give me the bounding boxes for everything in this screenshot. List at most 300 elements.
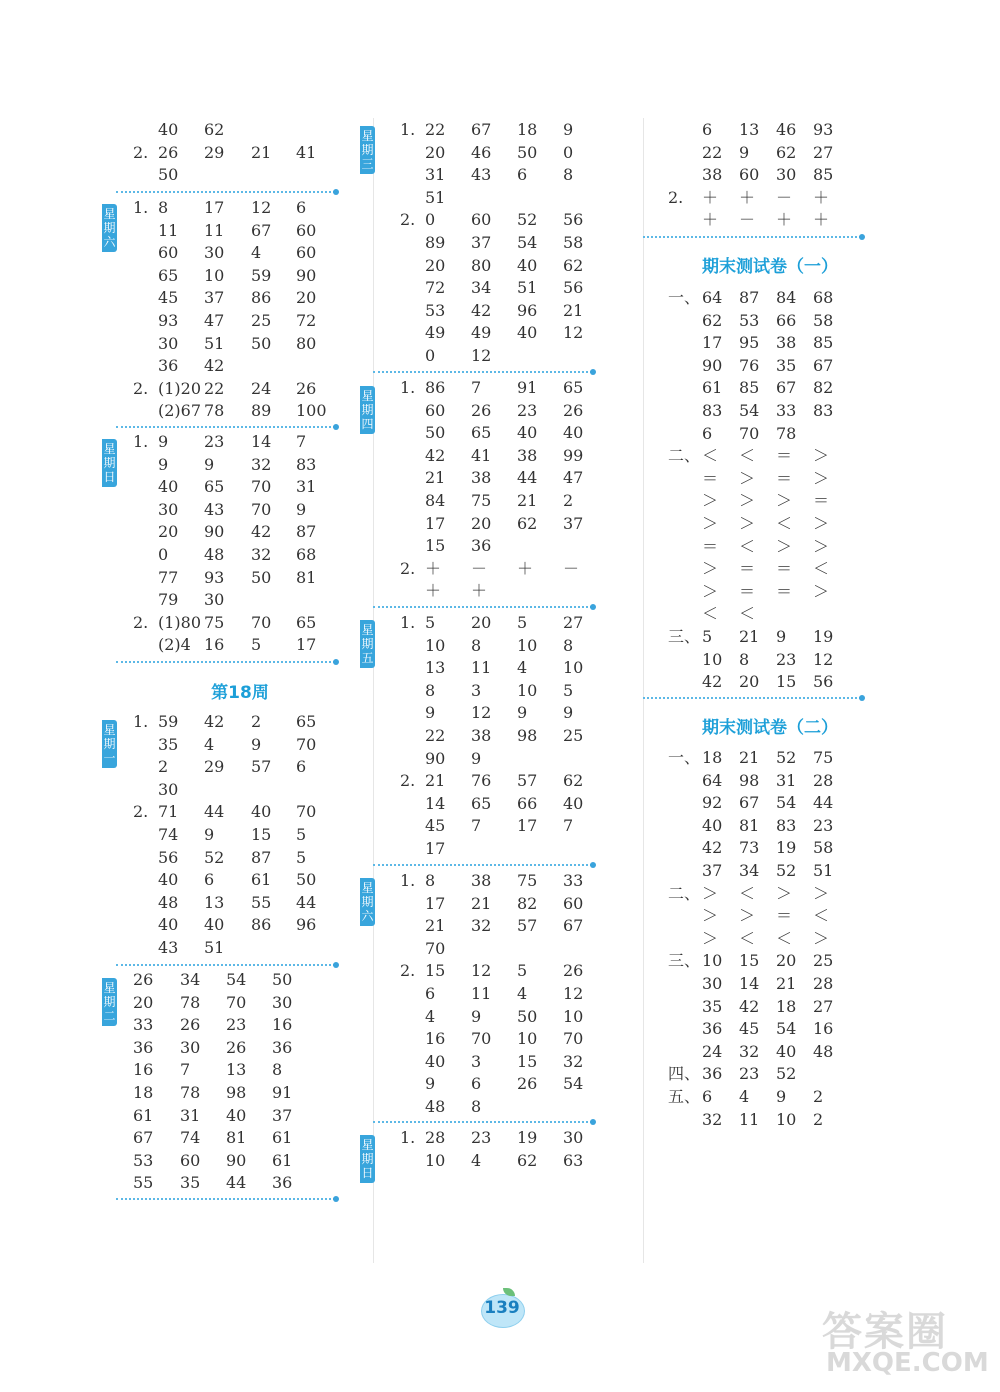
- answer-cell: 26: [226, 1037, 247, 1057]
- answer-cell: 70: [296, 734, 317, 754]
- answer-cell: 4: [739, 1087, 750, 1106]
- answer-cell: 79: [158, 590, 179, 610]
- answer-cell: 38: [471, 871, 492, 890]
- answer-cell: 11: [471, 658, 492, 678]
- separator: [373, 864, 592, 866]
- answer-cell: 38: [776, 333, 797, 353]
- answer-cell: 15: [425, 536, 446, 556]
- answer-cell: 40: [158, 120, 179, 139]
- answer-cell: 17: [204, 198, 225, 217]
- answer-cell: 1.: [400, 1128, 416, 1147]
- answer-cell: 59: [158, 712, 179, 731]
- answer-cell: 2: [251, 712, 262, 731]
- answer-cell: 36: [272, 1173, 293, 1193]
- answer-cell: 67: [739, 793, 760, 813]
- answer-cell: 34: [739, 861, 760, 880]
- answer-cell: 25: [813, 951, 834, 971]
- answer-cell: ＞: [776, 536, 793, 556]
- answer-cell: 22: [204, 378, 225, 398]
- answer-cell: 35: [702, 996, 723, 1016]
- answer-cell: 15: [517, 1051, 538, 1071]
- answer-cell: 30: [702, 974, 723, 993]
- answer-cell: 90: [425, 748, 446, 768]
- answer-cell: 四、: [668, 1064, 701, 1084]
- answer-cell: 0: [158, 545, 169, 564]
- answer-cell: 21: [739, 627, 760, 646]
- answer-cell: 21: [739, 748, 760, 767]
- answer-cell: 1.: [133, 432, 149, 451]
- answer-cell: 23: [813, 815, 834, 835]
- answer-cell: 75: [204, 612, 225, 632]
- answer-cell: 53: [739, 310, 760, 330]
- answer-cell: 75: [517, 871, 538, 890]
- answer-cell: 10: [425, 635, 446, 655]
- answer-cell: 0: [563, 142, 574, 162]
- answer-cell: 52: [517, 210, 538, 230]
- answer-cell: 23: [226, 1015, 247, 1035]
- answer-cell: 65: [158, 265, 179, 285]
- separator: [116, 964, 335, 966]
- page-number: 139: [484, 1298, 520, 1318]
- answer-cell: 24: [251, 378, 272, 398]
- answer-cell: 43: [204, 499, 225, 519]
- answer-cell: ＋: [702, 210, 719, 230]
- answer-cell: 11: [158, 220, 179, 240]
- answer-cell: 72: [425, 278, 446, 298]
- answer-cell: 40: [563, 793, 584, 813]
- answer-cell: ＝: [702, 536, 719, 556]
- answer-cell: 9: [204, 825, 215, 844]
- answer-cell: 10: [425, 1150, 446, 1170]
- answer-cell: 10: [517, 1029, 538, 1049]
- answer-cell: 90: [296, 265, 317, 285]
- column-divider-2: [643, 118, 644, 1263]
- answer-cell: 4: [471, 1150, 482, 1170]
- final-exam-2-heading: 期末测试卷（二）: [702, 718, 838, 738]
- answer-cell: 50: [251, 333, 272, 353]
- answer-cell: 57: [517, 771, 538, 791]
- answer-cell: ＋: [425, 558, 442, 578]
- answer-cell: 18: [776, 996, 797, 1016]
- answer-cell: －: [776, 187, 793, 207]
- answer-cell: 12: [251, 198, 272, 217]
- answer-cell: 96: [517, 300, 538, 320]
- answer-cell: 22: [425, 726, 446, 745]
- answer-cell: 42: [425, 445, 446, 465]
- answer-cell: 20: [471, 513, 492, 533]
- answer-cell: 56: [158, 847, 179, 867]
- answer-cell: 34: [180, 970, 201, 989]
- answer-cell: 26: [180, 1015, 201, 1035]
- answer-cell: ＜: [739, 446, 756, 466]
- answer-cell: 60: [425, 400, 446, 420]
- answer-cell: 30: [180, 1037, 201, 1057]
- answer-cell: 50: [517, 142, 538, 162]
- separator: [116, 1198, 335, 1200]
- answer-cell: 23: [204, 432, 225, 451]
- answer-cell: 5: [517, 961, 528, 981]
- answer-cell: 49: [425, 323, 446, 343]
- answer-cell: 36: [702, 1064, 723, 1084]
- answer-cell: 93: [813, 120, 834, 139]
- answer-cell: 8: [563, 635, 574, 655]
- answer-cell: ＞: [813, 883, 830, 903]
- answer-cell: 55: [133, 1173, 154, 1193]
- answer-cell: 65: [471, 423, 492, 443]
- final-exam-1-heading: 期末测试卷（一）: [702, 257, 838, 277]
- answer-cell: 65: [471, 793, 492, 813]
- answer-cell: ＝: [813, 491, 830, 511]
- answer-cell: 42: [739, 996, 760, 1016]
- answer-cell: 30: [204, 243, 225, 263]
- answer-cell: 33: [776, 401, 797, 420]
- answer-cell: 2.: [133, 802, 149, 822]
- answer-cell: 61: [702, 378, 723, 398]
- answer-cell: 36: [133, 1037, 154, 1057]
- answer-cell: 84: [776, 288, 797, 307]
- answer-cell: 9: [251, 734, 262, 754]
- answer-cell: 15: [251, 825, 272, 844]
- answer-cell: 16: [204, 635, 225, 655]
- answer-cell: 80: [471, 255, 492, 275]
- answer-cell: 30: [776, 165, 797, 185]
- answer-cell: 5: [563, 680, 574, 700]
- answer-cell: 48: [813, 1041, 834, 1061]
- answer-cell: 9: [776, 1087, 787, 1106]
- answer-cell: 70: [251, 612, 272, 632]
- answer-cell: ＝: [776, 906, 793, 926]
- answer-cell: 29: [204, 142, 225, 162]
- answer-cell: 8: [425, 680, 436, 700]
- answer-cell: ＞: [702, 906, 719, 926]
- answer-cell: 65: [563, 378, 584, 397]
- answer-cell: 17: [425, 893, 446, 913]
- answer-cell: 32: [251, 454, 272, 474]
- answer-cell: 26: [296, 378, 317, 398]
- answer-cell: 65: [204, 477, 225, 497]
- answer-cell: 30: [272, 992, 293, 1012]
- answer-cell: 78: [776, 423, 797, 443]
- answer-cell: 67: [251, 220, 272, 240]
- answer-cell: 74: [180, 1128, 201, 1148]
- answer-cell: 40: [517, 423, 538, 443]
- answer-cell: 43: [471, 165, 492, 185]
- answer-cell: 6: [517, 165, 528, 185]
- answer-cell: 25: [563, 726, 584, 745]
- answer-cell: 26: [563, 961, 584, 981]
- answer-cell: ＋: [702, 187, 719, 207]
- answer-cell: 62: [776, 142, 797, 162]
- answer-cell: 9: [158, 432, 169, 451]
- answer-cell: 83: [776, 815, 797, 835]
- answer-cell: 37: [471, 233, 492, 252]
- answer-cell: 27: [813, 996, 834, 1016]
- answer-cell: 11: [739, 1109, 760, 1129]
- answer-cell: 6: [702, 120, 713, 139]
- answer-cell: 30: [563, 1128, 584, 1147]
- answer-cell: 44: [517, 468, 538, 488]
- answer-cell: 28: [813, 770, 834, 790]
- answer-cell: 17: [425, 839, 446, 858]
- answer-cell: ＞: [776, 883, 793, 903]
- answer-cell: 58: [813, 310, 834, 330]
- answer-cell: 62: [563, 771, 584, 791]
- answer-cell: 7: [296, 432, 307, 451]
- answer-cell: 20: [425, 142, 446, 162]
- answer-cell: 46: [776, 120, 797, 139]
- answer-cell: 86: [251, 288, 272, 308]
- answer-cell: ＞: [813, 928, 830, 948]
- answer-cell: 4: [425, 1006, 436, 1026]
- answer-cell: 12: [813, 649, 834, 669]
- answer-cell: 54: [776, 793, 797, 813]
- answer-cell: 41: [471, 445, 492, 465]
- answer-cell: 31: [296, 477, 317, 497]
- answer-cell: 45: [425, 816, 446, 836]
- answer-cell: 11: [471, 984, 492, 1003]
- answer-cell: 40: [226, 1105, 247, 1125]
- separator: [373, 606, 592, 608]
- weekday-tab-wednesday: 星 期 三: [360, 126, 375, 174]
- answer-cell: ＋: [813, 210, 830, 230]
- answer-cell: ＝: [776, 581, 793, 601]
- answer-cell: 61: [272, 1128, 293, 1148]
- answer-cell: 54: [226, 970, 247, 989]
- answer-cell: 63: [563, 1150, 584, 1170]
- answer-cell: 80: [296, 333, 317, 353]
- answer-cell: 48: [204, 545, 225, 564]
- answer-cell: 6: [296, 757, 307, 777]
- answer-cell: (1)80: [158, 612, 202, 632]
- answer-cell: 46: [471, 142, 492, 162]
- answer-cell: 68: [813, 288, 834, 307]
- answer-cell: ＋: [425, 581, 442, 601]
- answer-cell: 37: [204, 288, 225, 308]
- answer-cell: 40: [425, 1051, 446, 1071]
- answer-cell: ＞: [702, 883, 719, 903]
- answer-cell: 16: [272, 1015, 293, 1035]
- answer-cell: 57: [517, 916, 538, 936]
- answer-cell: 19: [813, 627, 834, 646]
- answer-cell: 81: [226, 1128, 247, 1148]
- answer-cell: ＋: [471, 581, 488, 601]
- answer-cell: 50: [251, 567, 272, 587]
- answer-cell: 44: [813, 793, 834, 813]
- answer-cell: ＞: [702, 581, 719, 601]
- answer-cell: 4: [517, 984, 528, 1003]
- answer-cell: 1.: [133, 712, 149, 731]
- answer-cell: 58: [563, 233, 584, 252]
- answer-cell: 70: [425, 938, 446, 958]
- answer-cell: 38: [517, 445, 538, 465]
- answer-cell: ＋: [813, 187, 830, 207]
- separator: [116, 191, 335, 193]
- answer-cell: 61: [251, 870, 272, 890]
- answer-cell: ＞: [739, 514, 756, 533]
- answer-cell: 32: [251, 545, 272, 564]
- answer-cell: 65: [296, 712, 317, 731]
- answer-cell: 37: [563, 513, 584, 533]
- answer-cell: 68: [296, 545, 317, 564]
- answer-cell: 10: [563, 1006, 584, 1026]
- answer-cell: 16: [133, 1060, 154, 1080]
- answer-cell: 70: [251, 477, 272, 497]
- answer-cell: 90: [226, 1150, 247, 1170]
- answer-cell: 56: [563, 210, 584, 230]
- answer-cell: 78: [204, 401, 225, 421]
- answer-cell: 59: [251, 265, 272, 285]
- answer-cell: ＞: [776, 491, 793, 511]
- answer-cell: 10: [563, 658, 584, 678]
- answer-cell: 91: [272, 1083, 293, 1102]
- answer-cell: 40: [251, 802, 272, 822]
- answer-cell: 33: [563, 871, 584, 890]
- answer-cell: 26: [133, 970, 154, 989]
- answer-cell: 19: [776, 838, 797, 858]
- answer-cell: 20: [158, 522, 179, 542]
- answer-cell: 8: [471, 635, 482, 655]
- answer-cell: 78: [180, 992, 201, 1012]
- answer-cell: ＜: [776, 514, 793, 533]
- answer-cell: 14: [739, 974, 760, 993]
- answer-cell: 21: [425, 468, 446, 488]
- answer-cell: 7: [180, 1060, 191, 1080]
- answer-cell: 85: [813, 165, 834, 185]
- weekday-tab-tuesday: 星 期 二: [102, 978, 117, 1026]
- answer-cell: 36: [702, 1019, 723, 1039]
- answer-cell: 40: [158, 915, 179, 935]
- answer-cell: 30: [204, 590, 225, 610]
- separator: [373, 371, 592, 373]
- answer-cell: 23: [739, 1064, 760, 1084]
- answer-cell: 6: [425, 984, 436, 1003]
- answer-cell: 42: [204, 712, 225, 731]
- answer-cell: 7: [563, 816, 574, 836]
- answer-cell: ＜: [739, 883, 756, 903]
- answer-cell: 40: [204, 915, 225, 935]
- answer-cell: 12: [563, 323, 584, 343]
- answer-cell: 50: [296, 870, 317, 890]
- answer-cell: 21: [563, 300, 584, 320]
- answer-cell: 87: [251, 847, 272, 867]
- answer-cell: 一、: [668, 288, 701, 307]
- answer-cell: ＜: [813, 559, 830, 579]
- answer-cell: 45: [158, 288, 179, 308]
- separator: [643, 236, 861, 238]
- answer-cell: 2: [158, 757, 169, 777]
- answer-cell: 76: [739, 355, 760, 375]
- answer-cell: 15: [739, 951, 760, 971]
- answer-cell: 21: [251, 142, 272, 162]
- answer-cell: 81: [739, 815, 760, 835]
- answer-cell: 50: [272, 970, 293, 989]
- answer-cell: 40: [776, 1041, 797, 1061]
- answer-cell: 8: [425, 871, 436, 890]
- answer-cell: 2: [813, 1109, 824, 1129]
- answer-cell: 6: [471, 1074, 482, 1094]
- answer-cell: 54: [739, 401, 760, 420]
- answer-cell: 92: [702, 793, 723, 813]
- answer-cell: 10: [702, 951, 723, 971]
- answer-cell: 4: [517, 658, 528, 678]
- answer-cell: 2: [563, 491, 574, 510]
- answer-cell: ＞: [813, 468, 830, 488]
- answer-cell: 17: [296, 635, 317, 655]
- answer-cell: 17: [425, 513, 446, 533]
- answer-cell: 95: [739, 333, 760, 353]
- answer-cell: 47: [204, 311, 225, 330]
- answer-cell: 91: [517, 378, 538, 397]
- answer-cell: 26: [158, 142, 179, 162]
- answer-cell: 5: [425, 613, 436, 632]
- answer-cell: 32: [702, 1109, 723, 1129]
- answer-cell: 71: [158, 802, 179, 822]
- answer-cell: 27: [813, 142, 834, 162]
- answer-cell: ＞: [813, 536, 830, 556]
- answer-cell: 73: [739, 838, 760, 858]
- answer-cell: 21: [471, 893, 492, 913]
- answer-cell: 42: [204, 356, 225, 376]
- answer-cell: 70: [251, 499, 272, 519]
- answer-cell: 32: [471, 916, 492, 936]
- answer-cell: 60: [563, 893, 584, 913]
- answer-cell: 93: [158, 311, 179, 330]
- answer-cell: 43: [158, 938, 179, 957]
- answer-cell: 0: [425, 210, 436, 230]
- answer-cell: (1)20: [158, 378, 202, 398]
- answer-cell: 60: [739, 165, 760, 185]
- answer-cell: 16: [813, 1019, 834, 1039]
- answer-cell: 81: [296, 567, 317, 587]
- answer-cell: 31: [425, 165, 446, 185]
- answer-cell: 22: [425, 120, 446, 139]
- answer-cell: 89: [251, 401, 272, 421]
- answer-cell: 66: [517, 793, 538, 813]
- answer-cell: 83: [813, 401, 834, 420]
- answer-cell: 8: [272, 1060, 283, 1080]
- answer-cell: 2.: [133, 378, 149, 398]
- answer-cell: 20: [471, 613, 492, 632]
- answer-cell: 42: [702, 672, 723, 692]
- answer-cell: 60: [158, 243, 179, 263]
- answer-cell: 67: [776, 378, 797, 398]
- answer-cell: 38: [471, 468, 492, 488]
- answer-cell: 83: [296, 454, 317, 474]
- answer-cell: 10: [517, 635, 538, 655]
- answer-cell: 50: [517, 1006, 538, 1026]
- page-number-badge: [479, 1288, 525, 1328]
- answer-cell: 60: [471, 210, 492, 230]
- answer-cell: 31: [776, 770, 797, 790]
- answer-cell: 85: [739, 378, 760, 398]
- answer-cell: 1.: [133, 198, 149, 217]
- answer-cell: 30: [158, 499, 179, 519]
- watermark-url: MXQE.COM: [826, 1348, 989, 1378]
- answer-cell: 2.: [400, 558, 416, 578]
- answer-cell: 86: [425, 378, 446, 397]
- answer-cell: 6: [204, 870, 215, 890]
- answer-cell: 15: [776, 672, 797, 692]
- answer-cell: 9: [158, 454, 169, 474]
- answer-cell: 二、: [668, 883, 701, 903]
- answer-cell: 26: [471, 400, 492, 420]
- answer-cell: 44: [226, 1173, 247, 1193]
- answer-cell: 2.: [668, 187, 684, 207]
- answer-cell: 100: [296, 401, 327, 421]
- answer-cell: 48: [425, 1097, 446, 1116]
- answer-cell: 21: [776, 974, 797, 993]
- answer-cell: 77: [158, 567, 179, 587]
